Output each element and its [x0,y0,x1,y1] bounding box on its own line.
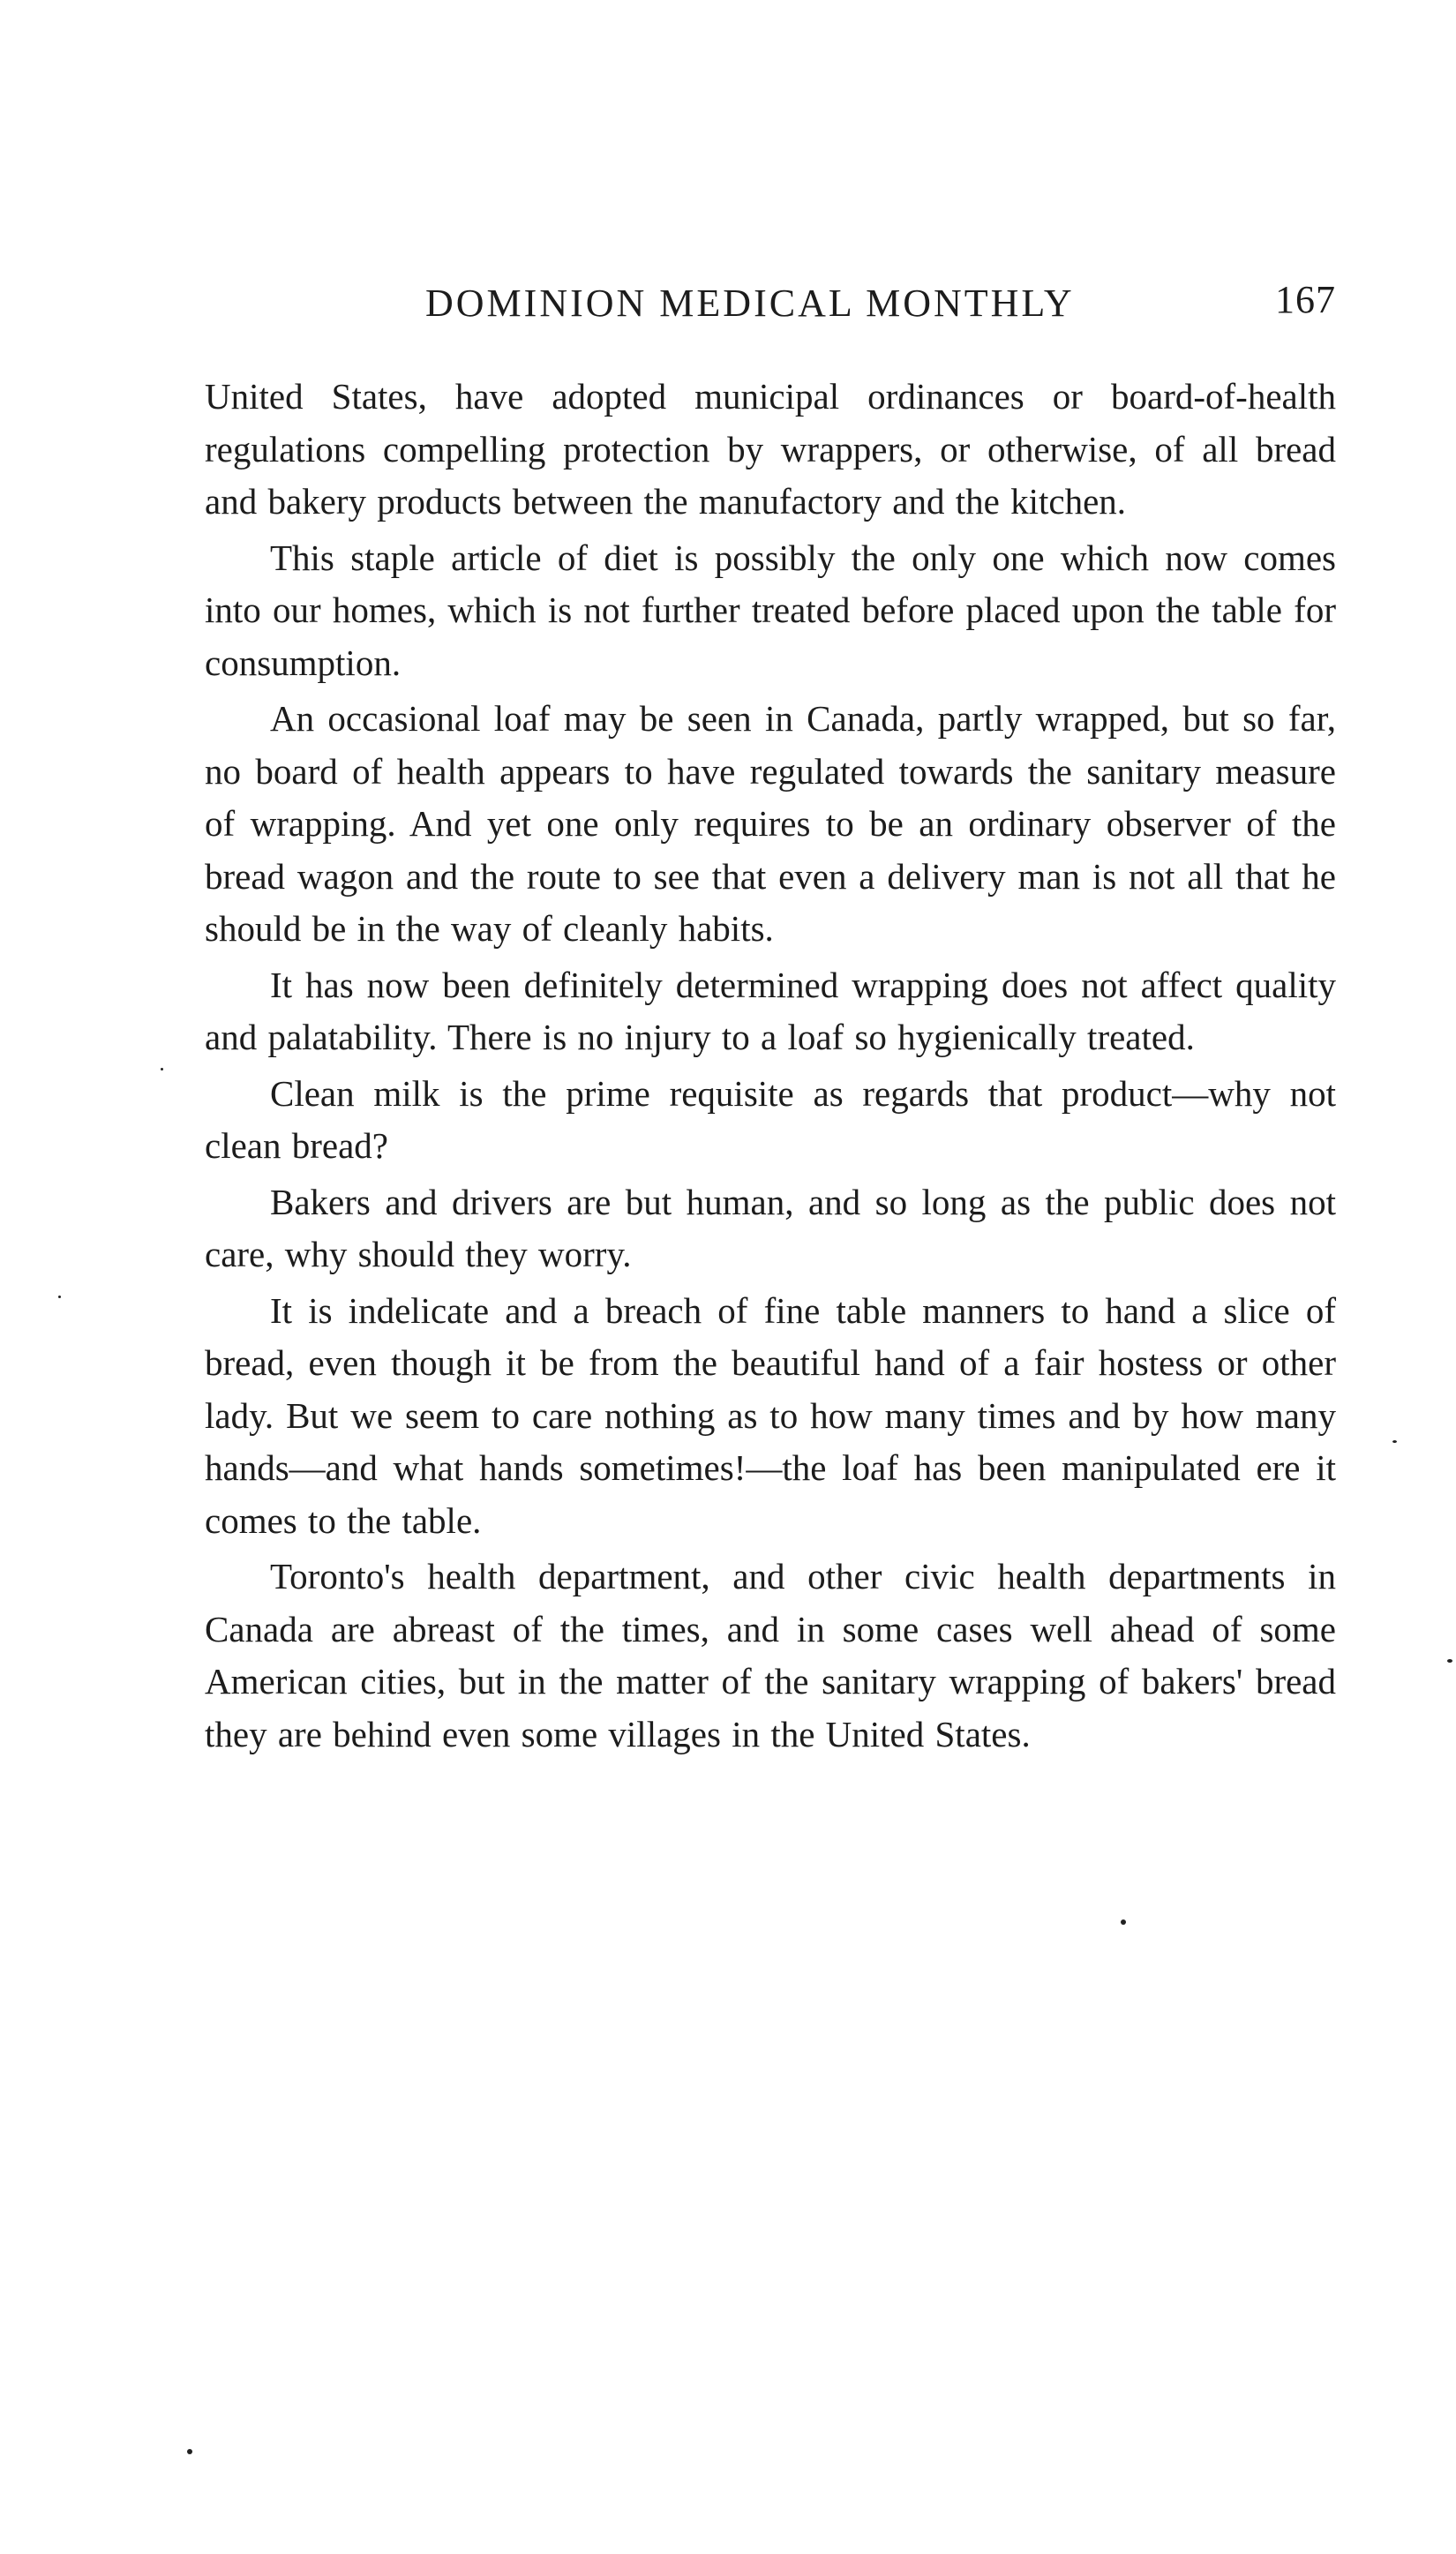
scan-speck [58,1296,61,1298]
paragraph: Toronto's health department, and other civic health departments in Canada are abreast of the times, and in some cases well ahead of some American cities, but in the matter of the sanitary wrapping of bakers' bread they are behind even some villages in the United States. [205,1556,1336,1754]
scan-speck [187,2449,192,2454]
paragraph: It is indelicate and a breach of fine table manners to hand a slice of bread, even though it be from the beautiful hand of a fair hostess or other lady. But we seem to care nothing as to how many times and by how many hands—and what hands sometimes!—the loaf has been manipulated ere it comes to the table. [205,1289,1336,1541]
journal-title: DOMINION MEDICAL MONTHLY [425,282,1075,325]
running-head [205,278,1336,334]
paragraph: It has now been definitely determined wrapping does not affect quality and palatability. There is no injury to a loaf so hygienically treated. [205,964,1336,1057]
paragraph: United States, have adopted municipal ordinances or board-of-health regulations compelling protection by wrappers, or otherwise, of all bread and bakery products between the manufactory and the kitchen. [205,376,1336,522]
scan-speck [161,1068,163,1070]
scan-speck [1392,1440,1397,1443]
paragraph: This staple article of diet is possibly the only one which now comes into our homes, which is not further treated before placed upon the table for consumption. [205,537,1336,683]
paragraph: An occasional loaf may be seen in Canada, partly wrapped, but so far, no board of health appears to have regulated towards the sanitary measure of wrapping. And yet one only requires to be an ordinary observer of the bread wagon and the route to see that even a delivery man is not all that he should be in the way of cleanly habits. [205,698,1336,949]
scan-speck [1447,1659,1452,1663]
article-body [205,371,1336,1761]
paragraph: Clean milk is the prime requisite as regards that product—why not clean bread? [205,1072,1336,1166]
page-number: 167 [1275,278,1336,321]
scan-speck [1121,1919,1126,1925]
paragraph: Bakers and drivers are but human, and so long as the public does not care, why should they worry. [205,1181,1336,1274]
